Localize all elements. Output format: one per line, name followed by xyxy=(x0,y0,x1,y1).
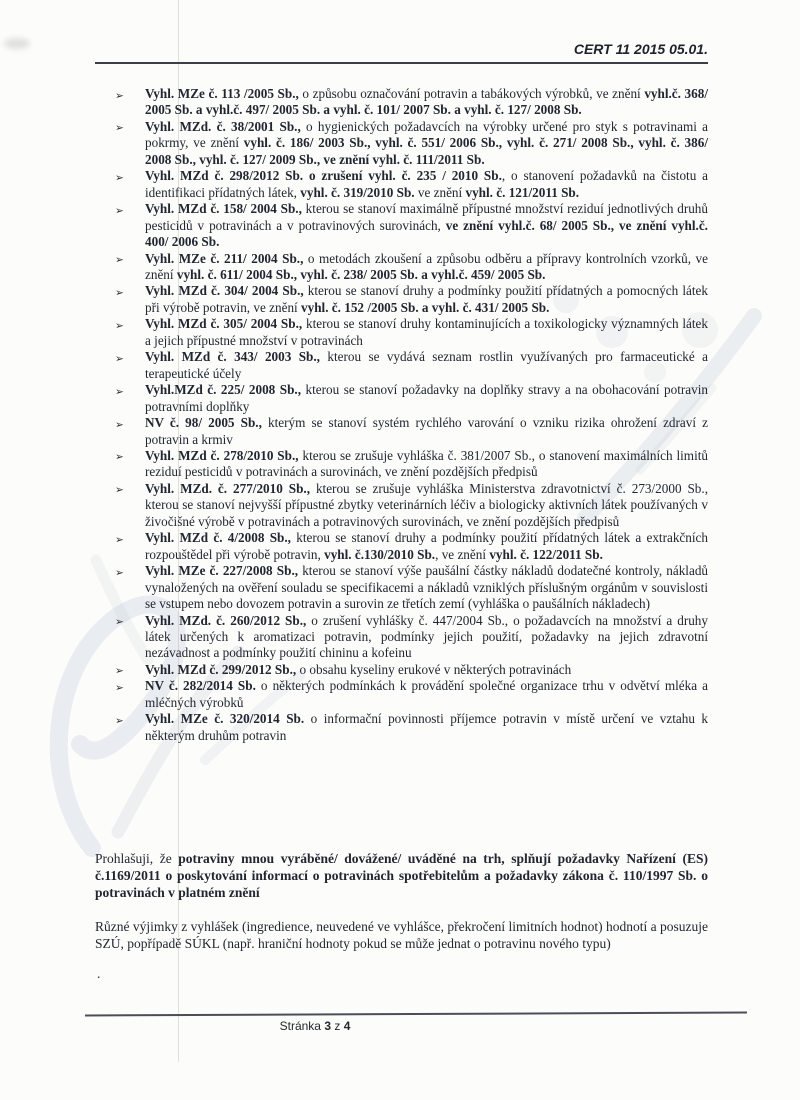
bullet-arrow-icon: ➢ xyxy=(115,616,124,628)
regulation-text: Vyhl. MZd č. 278/2010 Sb., kterou se zrušuje vyhláška č. 381/2007 Sb., o stanovení maximálních limitů reziduí pesticidů v potravinách a surovinách, ve znění pozdějších předpisů xyxy=(145,447,708,480)
regulation-text: Vyhl. MZd. č. 277/2010 Sb., kterou se zrušuje vyhláška Ministerstva zdravotnictví č. 273/2000 Sb., kterou se stanoví nejvyšší přípustné zbytky veterinárních léčiv a biologicky aktivních látek používaných v živočišné výrobě v potravinách a potravinových surovinách, ve znění pozdějších předpisů xyxy=(145,480,708,529)
list-item xyxy=(95,86,708,119)
list-item xyxy=(95,678,708,711)
regulation-text: Vyhl. MZd. č. 260/2012 Sb., o zrušení vyhlášky č. 447/2004 Sb., o požadavcích na množství a druhy látek určených k aromatizaci potravin, podmínky jejich použití, požadavky na jejich zdravotní nezávadnost a podmínky použití chininu a kofeinu xyxy=(145,612,708,661)
bullet-arrow-icon: ➢ xyxy=(115,533,124,546)
exceptions-paragraph: Různé výjimky z vyhlášek (ingredience, neuvedené ve vyhlášce, překročení limitních hodnot) hodnotí a posuzuje SZÚ, popřípadě SÚKL (např. hraniční hodnoty pokud se může jednat o potravinu nového typu) xyxy=(95,919,708,951)
bullet-arrow-icon: ➢ xyxy=(115,681,124,694)
regulation-text: Vyhl. MZd č. 343/ 2003 Sb., kterou se vydává seznam rostlin využívaných pro farmaceutické a terapeutické účely xyxy=(145,349,709,381)
bullet-arrow-icon: ➢ xyxy=(115,484,124,497)
bullet-arrow-icon: ➢ xyxy=(115,286,124,299)
list-item xyxy=(95,711,708,744)
regulation-text: Vyhl. MZe č. 320/2014 Sb. o informační povinnosti příjemce potravin v místě určení ve vztahu k některým druhům potravin xyxy=(145,711,708,743)
bullet-arrow-icon: ➢ xyxy=(115,254,124,267)
regulation-list xyxy=(95,86,708,744)
list-item xyxy=(95,448,708,481)
list-item xyxy=(95,119,708,168)
bullet-arrow-icon: ➢ xyxy=(115,171,124,184)
regulation-text: Vyhl.MZd č. 225/ 2008 Sb., kterou se stanoví požadavky na doplňky stravy a na obohacování potravin potravními doplňky xyxy=(145,382,708,414)
bullet-arrow-icon: ➢ xyxy=(115,566,124,579)
list-item xyxy=(95,563,708,612)
page-number-of-label: z xyxy=(334,1019,341,1033)
document-code-header: CERT 11 2015 05.01. xyxy=(573,41,708,57)
page-number-current: 3 xyxy=(324,1019,331,1033)
regulation-text: NV č. 98/ 2005 Sb., kterým se stanoví systém rychlého varování o vzniku rizika ohrožení zdraví z potravin a krmiv xyxy=(145,415,708,447)
regulation-text: Vyhl. MZd č. 304/ 2004 Sb., kterou se stanoví druhy a podmínky použití přídatných a pomocných látek při výrobě potravin, ve znění vyhl. č. 152 /2005 Sb. a vyhl. č. 431/ 2005 Sb. xyxy=(145,283,709,315)
page-number xyxy=(235,1019,395,1033)
header-rule xyxy=(95,62,708,64)
bullet-arrow-icon: ➢ xyxy=(115,451,124,464)
list-item xyxy=(95,316,708,349)
bullet-arrow-icon: ➢ xyxy=(115,89,124,102)
regulation-text: Vyhl. MZd č. 299/2012 Sb., o obsahu kyseliny erukové v některých potravinách xyxy=(145,661,572,677)
list-item xyxy=(95,251,708,284)
regulation-text: Vyhl. MZd č. 305/ 2004 Sb., kterou se stanoví druhy kontaminujících a toxikologicky významných látek a jejich přípustné množství v potravinách xyxy=(145,316,709,348)
list-item xyxy=(95,613,708,662)
stray-period: . xyxy=(97,966,101,981)
list-item xyxy=(95,530,708,563)
declaration-paragraph: Prohlašuji, že potraviny mnou vyráběné/ dovážené/ uváděné na trh, splňují požadavky Nařízení (ES) č.1169/2011 o poskytování informací o potravinách spotřebitelům a požadavky zákona č. 110/1997 Sb. o potravinách v platném znění xyxy=(95,851,708,900)
bullet-arrow-icon: ➢ xyxy=(115,122,124,135)
bullet-arrow-icon: ➢ xyxy=(115,665,124,678)
regulation-text: Vyhl. MZd. č. 38/2001 Sb., o hygienických požadavcích na výrobky určené pro styk s potravinami a pokrmy, ve znění vyhl. č. 186/ 2003 Sb., vyhl. č. 551/ 2006 Sb., vyhl. č. 271/ 2008 Sb., vyhl. č. 386/ 2008 Sb., vyhl. č. 127/ 2009 Sb., ve znění vyhl. č. 111/2011 Sb. xyxy=(145,118,708,167)
bullet-arrow-icon: ➢ xyxy=(115,714,124,727)
bullet-arrow-icon: ➢ xyxy=(115,319,124,332)
bullet-arrow-icon: ➢ xyxy=(115,352,124,365)
page-number-label: Stránka xyxy=(279,1019,321,1033)
list-item xyxy=(95,349,708,382)
regulation-text: Vyhl. MZd č. 298/2012 Sb. o zrušení vyhl. č. 235 / 2010 Sb., o stanovení požadavků na čistotu a identifikaci přídatných látek, vyhl. č. 319/2010 Sb. ve znění vyhl. č. 121/2011 Sb. xyxy=(145,168,708,200)
list-item xyxy=(95,662,708,678)
list-item xyxy=(95,382,708,415)
list-item xyxy=(95,481,708,530)
list-item xyxy=(95,283,708,316)
bullet-arrow-icon: ➢ xyxy=(115,418,124,431)
list-item xyxy=(95,168,708,201)
bullet-arrow-icon: ➢ xyxy=(115,385,124,398)
page-number-total: 4 xyxy=(343,1019,351,1033)
list-item xyxy=(95,201,708,250)
regulation-text: Vyhl. MZe č. 113 /2005 Sb., o způsobu označování potravin a tabákových výrobků, ve znění vyhl.č. 368/ 2005 Sb. a vyhl.č. 497/ 2005 Sb. a vyhl. č. 101/ 2007 Sb. a vyhl. č. 127/ 2008 Sb. xyxy=(145,86,708,118)
scan-smudge xyxy=(4,38,30,49)
regulation-text: Vyhl. MZe č. 211/ 2004 Sb., o metodách zkoušení a způsobu odběru a přípravy kontrolních vzorků, ve znění vyhl. č. 611/ 2004 Sb., vyhl. č. 238/ 2005 Sb. a vyhl.č. 459/ 2005 Sb. xyxy=(145,250,708,282)
list-item xyxy=(95,415,708,448)
regulation-text: Vyhl. MZe č. 227/2008 Sb., kterou se stanoví výše paušální částky nákladů dodatečné kontroly, nákladů vynaložených na ověření souladu se specifikacemi a nákladů vzniklých příslušným orgánům v souvislosti se vstupem nebo dovozem potravin a surovin ze třetích zemí (vyhláška o paušálních nákladech) xyxy=(145,563,709,612)
regulation-text: Vyhl. MZd č. 158/ 2004 Sb., kterou se stanoví maximálně přípustné množství reziduí jednotlivých druhů pesticidů v potravinách a v potravinových surovinách, ve znění vyhl.č. 68/ 2005 Sb., ve znění vyhl.č. 400/ 2006 Sb. xyxy=(145,201,708,250)
regulation-text: Vyhl. MZd č. 4/2008 Sb., kterou se stanoví druhy a podmínky použití přídatných látek a extrakčních rozpouštědel při výrobě potravin, vyhl. č.130/2010 Sb., ve znění vyhl. č. 122/2011 Sb. xyxy=(145,530,708,562)
bullet-arrow-icon: ➢ xyxy=(115,204,124,217)
regulation-text: NV č. 282/2014 Sb. o některých podmínkách k provádění společné organizace trhu v odvětví mléka a mléčných výrobků xyxy=(145,678,708,710)
